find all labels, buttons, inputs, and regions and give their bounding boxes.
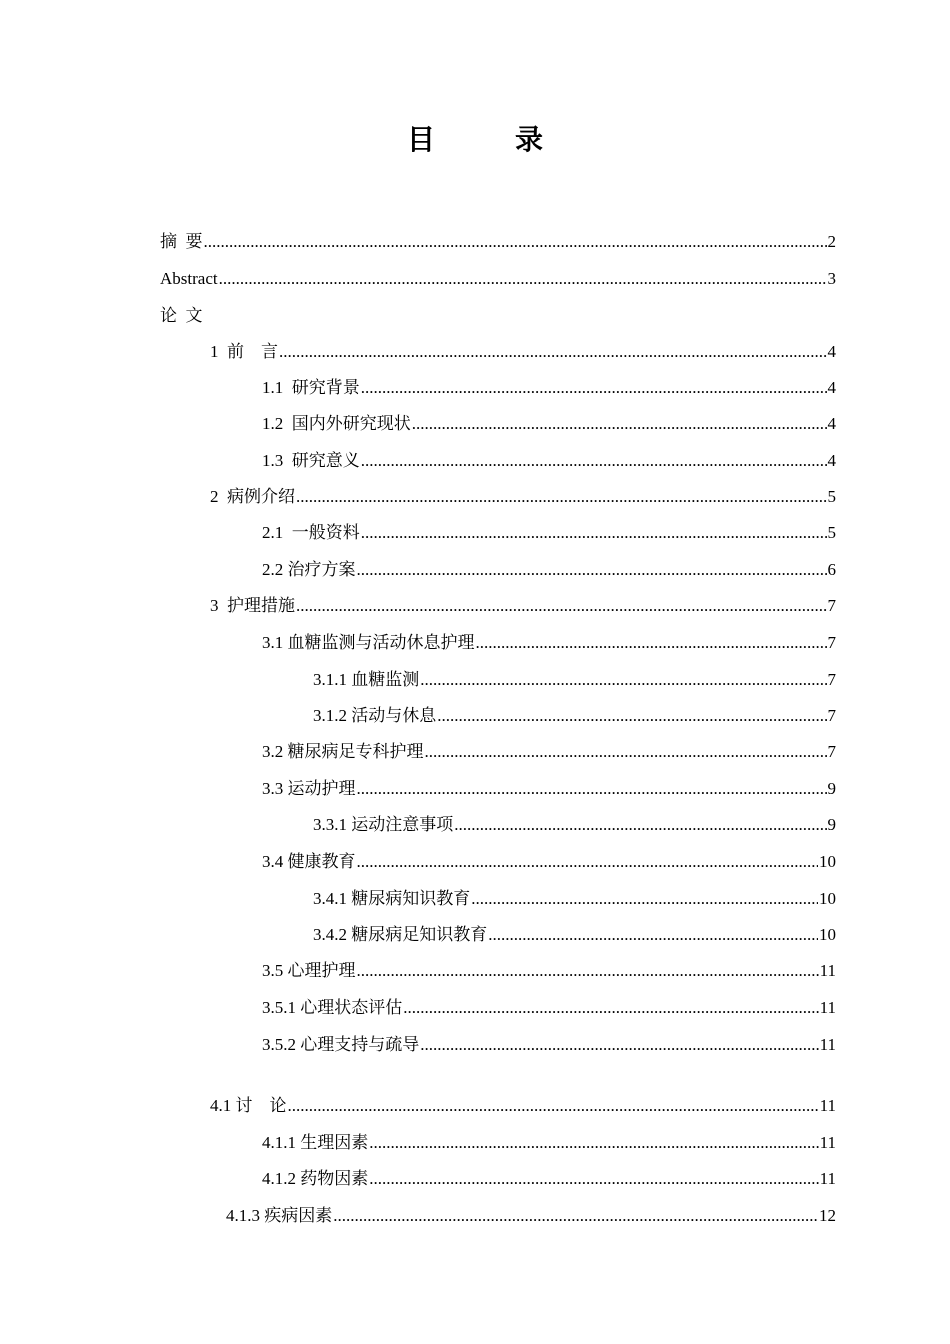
toc-entry	[262, 558, 836, 582]
toc-entry-label: 3.1 血糖监测与活动休息护理	[262, 633, 475, 652]
toc-dot-leader	[357, 558, 827, 582]
toc-title: 目 录	[406, 123, 569, 156]
toc-dot-leader	[361, 521, 827, 545]
toc-entry-page-number: 4	[827, 378, 836, 397]
toc-dot-leader	[488, 923, 818, 947]
toc-entry-page-number: 7	[827, 596, 836, 615]
toc-entry-page-number: 9	[827, 779, 836, 798]
toc-entry-label: 4.1.3 疾病因素	[226, 1206, 333, 1225]
toc-dot-leader	[333, 1204, 818, 1228]
toc-entry	[313, 704, 836, 728]
toc-dot-leader	[219, 267, 827, 291]
toc-dot-leader	[296, 594, 827, 618]
toc-entry-label: 3.4.1 糖尿病知识教育	[313, 889, 471, 908]
toc-entry	[313, 923, 836, 947]
toc-entry	[313, 668, 836, 692]
toc-entry-label: 3.5.2 心理支持与疏导	[262, 1035, 420, 1054]
toc-entry-page-number: 4	[827, 414, 836, 433]
toc-entry	[262, 1033, 836, 1057]
toc-entry	[313, 887, 836, 911]
toc-entry	[160, 230, 836, 254]
toc-entry-label: 1 前 言	[210, 342, 278, 361]
toc-dot-leader	[288, 1094, 819, 1118]
toc-entry-label: 1.2 国内外研究现状	[262, 414, 411, 433]
toc-entry-page-number: 4	[827, 342, 836, 361]
toc-entry	[262, 1167, 836, 1191]
toc-entry	[262, 996, 836, 1020]
toc-entry	[210, 340, 836, 364]
toc-dot-leader	[357, 777, 827, 801]
toc-entry-label: 4.1.2 药物因素	[262, 1169, 369, 1188]
toc-dot-leader	[296, 485, 827, 509]
toc-entry-page-number: 11	[819, 1133, 836, 1152]
toc-entry-page-number: 7	[827, 742, 836, 761]
toc-entry-page-number: 11	[819, 1169, 836, 1188]
toc-entry-label: 3.2 糖尿病足专科护理	[262, 742, 424, 761]
toc-entry-page-number: 5	[827, 487, 836, 506]
toc-entry-label: 4.1 讨 论	[210, 1096, 287, 1115]
toc-entry	[210, 594, 836, 618]
toc-entry-page-number: 7	[827, 633, 836, 652]
toc-entry	[262, 521, 836, 545]
toc-entry-page-number: 5	[827, 523, 836, 542]
toc-dot-leader	[412, 412, 827, 436]
toc-entry	[210, 1094, 836, 1118]
toc-dot-leader	[437, 704, 826, 728]
toc-entry-label: 1.3 研究意义	[262, 451, 360, 470]
toc-entry	[262, 850, 836, 874]
toc-entry	[262, 631, 836, 655]
toc-entry-page-number: 2	[827, 232, 836, 251]
toc-dot-leader	[425, 740, 827, 764]
toc-entry-label: 1.1 研究背景	[262, 378, 360, 397]
toc-entry-label: 3.4 健康教育	[262, 852, 356, 871]
toc-entry-label: 2 病例介绍	[210, 487, 295, 506]
toc-entry-label: 3.3.1 运动注意事项	[313, 815, 454, 834]
toc-entry-label: 3.1.2 活动与休息	[313, 706, 437, 725]
toc-entry-label: 3.5 心理护理	[262, 961, 356, 980]
toc-entry	[313, 813, 836, 837]
toc-entry-page-number: 7	[827, 706, 836, 725]
toc-entry	[262, 412, 836, 436]
toc-dot-leader	[403, 996, 818, 1020]
toc-entry-label: 3.1.1 血糖监测	[313, 670, 420, 689]
toc-entry	[262, 959, 836, 983]
toc-dot-leader	[454, 813, 826, 837]
toc-entry	[160, 267, 836, 291]
toc-entry-page-number: 10	[819, 889, 836, 908]
toc-entry	[226, 1204, 836, 1228]
toc-entry	[262, 449, 836, 473]
toc-entry-page-number: 3	[827, 269, 836, 288]
toc-dot-leader	[471, 887, 818, 911]
toc-entry-label: 2.2 治疗方案	[262, 560, 356, 579]
toc-entry-label: 3.5.1 心理状态评估	[262, 998, 403, 1017]
toc-dot-leader	[357, 959, 819, 983]
toc-entry-page-number: 6	[827, 560, 836, 579]
toc-entry-page-number: 11	[819, 998, 836, 1017]
toc-dot-leader	[420, 1033, 818, 1057]
toc-entry-label: 3.4.2 糖尿病足知识教育	[313, 925, 488, 944]
toc-entry-label: 摘 要	[160, 232, 203, 251]
toc-dot-leader	[369, 1167, 818, 1191]
toc-dot-leader	[361, 376, 827, 400]
toc-entry-page-number: 9	[827, 815, 836, 834]
toc-dot-leader	[361, 449, 827, 473]
toc-entry	[160, 304, 203, 328]
toc-entry	[262, 740, 836, 764]
toc-entry-page-number: 12	[819, 1206, 836, 1225]
toc-entry	[262, 1131, 836, 1155]
toc-entry-page-number: 11	[819, 1096, 836, 1115]
toc-entry-label: Abstract	[160, 269, 218, 288]
toc-entry-label: 3.3 运动护理	[262, 779, 356, 798]
toc-entry-page-number: 10	[819, 925, 836, 944]
toc-dot-leader	[420, 668, 826, 692]
toc-entry	[262, 376, 836, 400]
toc-entry-page-number: 7	[827, 670, 836, 689]
toc-dot-leader	[357, 850, 819, 874]
toc-entry-page-number: 4	[827, 451, 836, 470]
toc-entry	[210, 485, 836, 509]
toc-entry-page-number: 10	[819, 852, 836, 871]
toc-entry-page-number: 11	[819, 961, 836, 980]
toc-entry-label: 4.1.1 生理因素	[262, 1133, 369, 1152]
toc-dot-leader	[204, 230, 827, 254]
toc-entry-page-number: 11	[819, 1035, 836, 1054]
toc-dot-leader	[279, 340, 827, 364]
toc-entry	[262, 777, 836, 801]
toc-entry-label: 3 护理措施	[210, 596, 295, 615]
toc-dot-leader	[369, 1131, 818, 1155]
toc-dot-leader	[476, 631, 827, 655]
toc-entry-label: 2.1 一般资料	[262, 523, 360, 542]
toc-entry-label: 论 文	[160, 306, 203, 325]
